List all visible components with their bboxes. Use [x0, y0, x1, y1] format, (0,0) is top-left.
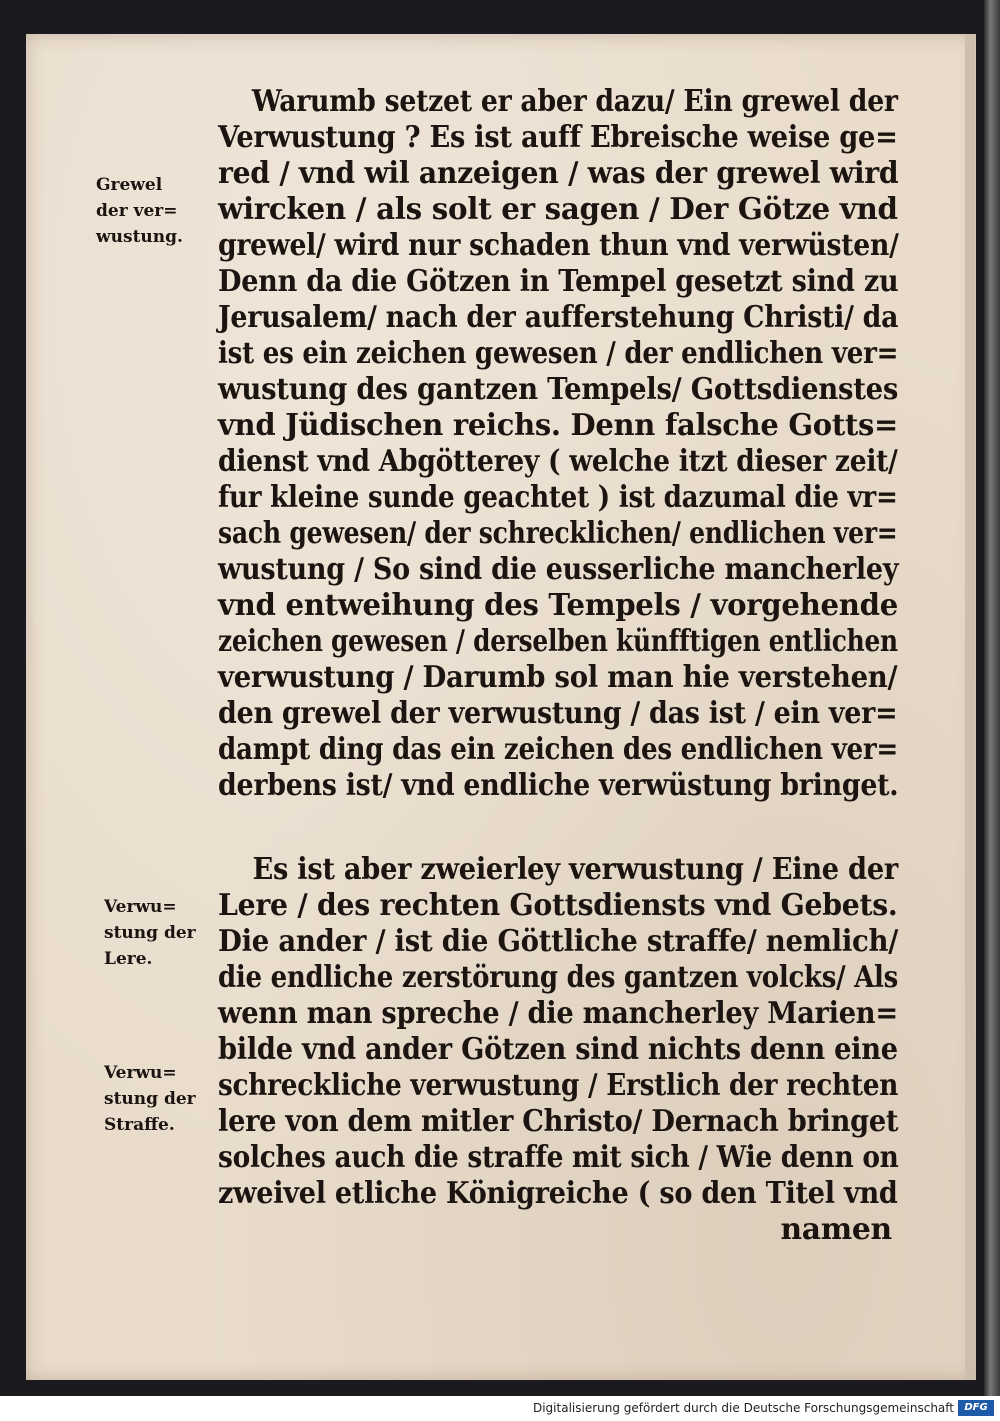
- text-line: grewel/ wird nur schaden thun vnd verwüsten/: [218, 228, 899, 263]
- text-line: Jerusalem/ nach der aufferstehung Christi/ da: [218, 300, 899, 335]
- text-line: verwustung / Darumb sol man hie verstehen/: [218, 660, 898, 695]
- page-edge: [965, 34, 975, 1380]
- text-line: derbens ist/ vnd endliche verwüstung bringet.: [218, 768, 899, 803]
- paragraph-2: [218, 852, 904, 1212]
- marginal-note-grewel: [96, 172, 183, 250]
- text-line: vnd entweihung des Tempels / vorgehende: [218, 588, 898, 623]
- text-line: sach gewesen/ der schrecklichen/ endlichen ver=: [218, 516, 898, 551]
- marginal-note-line: Grewel: [96, 175, 163, 195]
- text-line: dampt ding das ein zeichen des endlichen ver=: [218, 732, 899, 767]
- footer-bar: [0, 1396, 1000, 1421]
- text-line: bilde vnd ander Götzen sind nichts denn eine: [218, 1032, 898, 1067]
- marginal-note-line: Lere.: [104, 949, 153, 969]
- text-line: wenn man spreche / die mancherley Marien=: [218, 996, 898, 1031]
- paragraph-gap: [218, 804, 904, 852]
- marginal-note-line: der ver=: [96, 201, 178, 221]
- text-line: red / vnd wil anzeigen / was der grewel wird: [218, 156, 899, 191]
- catchword: namen: [780, 1212, 892, 1247]
- text-line: Lere / des rechten Gottsdiensts vnd Gebets.: [218, 888, 898, 923]
- text-line: zeichen gewesen / derselben künfftigen entlichen: [218, 624, 898, 659]
- text-line: vnd Jüdischen reichs. Denn falsche Gotts=: [218, 408, 899, 443]
- text-line: solches auch die straffe mit sich / Wie denn on: [218, 1140, 899, 1175]
- funding-credit: Digitalisierung gefördert durch die Deutsche Forschungsgemeinschaft: [532, 1401, 954, 1415]
- main-text-block: [218, 84, 904, 1248]
- text-line: dienst vnd Abgötterey ( welche itzt dieser zeit/: [218, 444, 898, 479]
- text-line: wustung / So sind die eusserliche mancherley: [218, 552, 899, 587]
- marginal-note-line: Straffe.: [104, 1115, 175, 1135]
- dfg-logo-icon: DFG: [958, 1400, 994, 1416]
- text-line: den grewel der verwustung / das ist / ein ver=: [218, 696, 898, 731]
- book-spine: [984, 0, 1000, 1396]
- marginal-note-lere: [104, 894, 196, 972]
- marginal-note-line: wustung.: [96, 227, 183, 247]
- text-line: ist es ein zeichen gewesen / der endlichen ver=: [218, 336, 899, 371]
- text-line: Warumb setzet er aber dazu/ Ein grewel der: [251, 84, 898, 119]
- marginal-note-straffe: [104, 1060, 196, 1138]
- text-line: Es ist aber zweierley verwustung / Eine der: [252, 852, 898, 887]
- text-line: lere von dem mitler Christo/ Dernach bringet: [218, 1104, 899, 1139]
- text-line: wustung des gantzen Tempels/ Gottsdienstes: [218, 372, 899, 407]
- marginal-note-line: Verwu=: [104, 1063, 177, 1083]
- text-line: fur kleine sunde geachtet ) ist dazumal die vr=: [218, 480, 898, 515]
- text-line: wircken / als solt er sagen / Der Götze vnd: [218, 192, 898, 227]
- text-line: Denn da die Götzen in Tempel gesetzt sind zu: [218, 264, 899, 299]
- marginal-note-line: stung der: [104, 923, 196, 943]
- marginal-note-line: Verwu=: [104, 897, 177, 917]
- marginal-note-line: stung der: [104, 1089, 196, 1109]
- text-line: zweivel etliche Königreiche ( so den Titel vnd: [218, 1176, 898, 1211]
- text-line: Die ander / ist die Göttliche straffe/ nemlich/: [218, 924, 899, 959]
- text-line: Verwustung ? Es ist auff Ebreische weise ge=: [218, 120, 898, 155]
- paragraph-1: [218, 84, 904, 804]
- text-line: schreckliche verwustung / Erstlich der rechten: [218, 1068, 899, 1103]
- text-line: die endliche zerstörung des gantzen volcks/ Als: [218, 960, 899, 995]
